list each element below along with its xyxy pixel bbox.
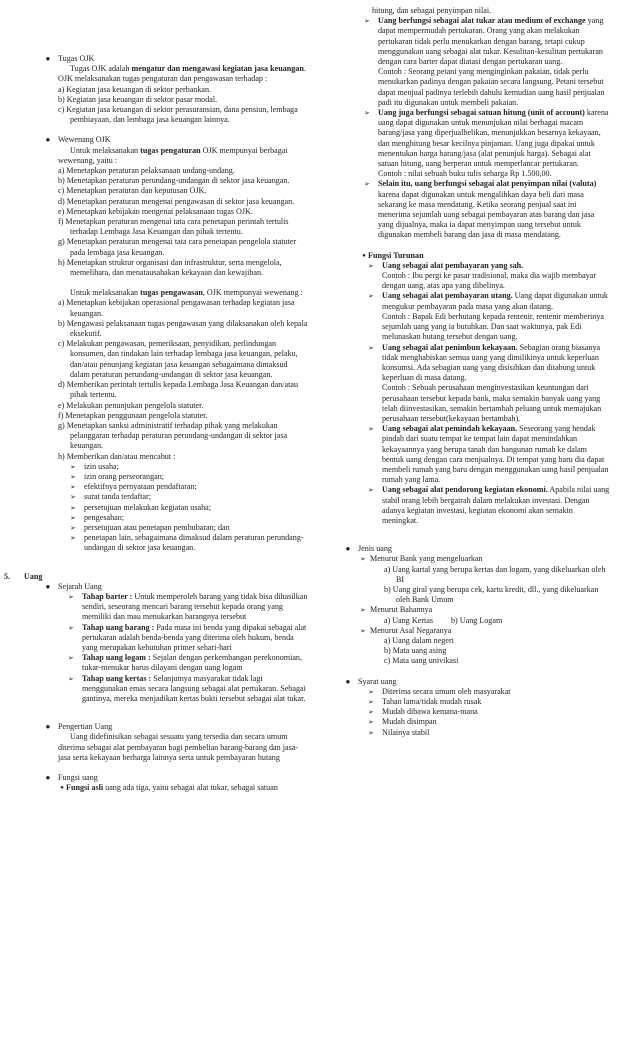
list-item: e) Menetapkan kebijakan mengenai pelaksanaan tugas OJK.	[58, 206, 253, 216]
list-item: ➢ izin orang perseorangan;	[70, 471, 165, 481]
tugas-section	[38, 54, 308, 125]
list-item: ➢ Mudah dibawa kemana-mana	[368, 707, 478, 717]
arrow-bullet-icon: ➢	[70, 493, 76, 502]
arrow-bullet-icon: ➢	[368, 708, 374, 717]
list-item: ➢ Tahap uang logam : Sejalan dengan perkembangan perekonomian, tukar-menukar harus dilayani dengan uang logam	[68, 653, 303, 673]
arrow-bullet-icon: ➢	[70, 534, 76, 543]
list-item: h) Memberikan dan/atau mencabut :	[58, 451, 176, 461]
pengertian-text: Uang didefinisikan sebagai sesuatu yang tersedia dan secara umum diterima sebagai alat pembayaran bagi pembelian barang-barang dan jasa-jasa serta kekayaan berharga lainnya serta untuk pembayaran hutang	[58, 732, 299, 762]
arrow-bullet-icon: ➢	[368, 486, 374, 495]
list-item: g) Menetapkan sanksi administratif terhadap pihak yang melakukan pelanggaran terhadap peraturan perundang-undangan di sektor jasa keuangan.	[58, 420, 288, 451]
pengawasan-list	[58, 298, 308, 553]
list-item: a) Kegiatan jasa keuangan di sektor perbankan.	[58, 84, 212, 94]
fungsi-section	[38, 773, 308, 793]
list-item: b) Mengawasi pelaksanaan tugas pengawasan yang dilaksanakan oleh kepala eksekutif.	[58, 318, 308, 339]
turunan-section	[338, 251, 610, 526]
list-item: ➢ Selain itu, uang berfungsi sebagai alat penyimpan nilai (valuta) karena dapat digunakan untuk mengalihkan daya beli dari masa sekarang ke masa mendatang. Ketika seorang penjual saat ini menerima sejumlah uang sebagai pembayaran atas barang dan jasa yang dijualnya, maka ia dapat menyimpan uang tersebut untuk digunakan membeli barang dan jasa di masa mendatang.	[364, 179, 597, 240]
bullet-dot-icon: ●	[45, 54, 51, 63]
arrow-bullet-icon: ➢	[360, 555, 366, 564]
list-item: ➢ pengesahan;	[70, 512, 125, 522]
bullet-dot-icon: ●	[345, 544, 351, 554]
list-item: b) Mata uang asing	[384, 646, 447, 656]
arrow-bullet-icon: ➢	[368, 261, 374, 270]
arrow-bullet-icon: ➢	[70, 483, 76, 492]
turunan-list	[368, 261, 610, 526]
list-item: ➢ Tahap uang barang : Pada masa ini benda yang dipakai sebagai alat pertukaran adalah benda-benda yang diterima oleh hukum, benda yang merupakan kebutuhan primer sehari-hari	[68, 622, 307, 652]
tugas-heading: Tugas OJK	[58, 54, 95, 63]
list-item: ➢ Diterima secara umum oleh masyarakat	[368, 686, 511, 696]
arrow-bullet-icon: ➢	[68, 654, 74, 663]
list-item: ➢ Menurut Asal Negaranya	[360, 625, 452, 635]
fungsi-asli-list	[338, 16, 610, 240]
fungsi-heading: Fungsi uang	[58, 773, 98, 782]
list-item: ➢ persetujuan melakukan kegiatan usaha;	[70, 502, 211, 512]
syarat-list	[358, 687, 610, 738]
arrow-bullet-icon: ➢	[360, 606, 366, 615]
turunan-heading: Fungsi Turunan	[368, 250, 424, 260]
section-number: 5.	[4, 571, 11, 581]
list-item: ➢ Uang sebagai alat pembayaran utang. Uang dapat digunakan untuk mengukur pembayaran pada masa yang akan datang. Contoh : Bapak Edi berhutang kepada rentenir, rentenir memberinya sejumlah uang yang ia butuhkan. Dan saat waktunya, pak Edi melunaskan hutang tersebut dengan uang.	[368, 291, 608, 342]
list-item: ➢ persetujuan atau penetapan pembubaran; dan	[70, 522, 230, 532]
list-item: ➢ penetapan lain, sebagaimana dimaksud dalam peraturan perundang-undangan di sektor jasa keuangan.	[70, 533, 304, 553]
list-item: e) Melakukan penunjukan pengelola statuter.	[58, 400, 204, 410]
jenis-list	[358, 554, 610, 666]
arrow-bullet-icon: ➢	[70, 462, 76, 471]
list-item: ➢ Tahap barter : Untuk memperoleh barang yang tidak bisa dihasilkan sendiri, seseorang mencari barang tersebut kepada orang yang memiliki dan mau menukarkan barangnya tersebut	[68, 591, 308, 622]
wewenang-intro: Untuk melaksanakan tugas pengaturan OJK mempunyai berbagai wewenang, yaitu :	[58, 145, 288, 165]
list-item: ➢ Tahap uang kertas : Selanjutnya masyarakat tidak lagi menggunakan emas secara langsung sebagai alat pertukaran. Sebagai gantinya, mereka menjadikan kertas bukti tersebut sebagai alat tukar.	[68, 673, 306, 703]
cabut-list	[58, 462, 308, 554]
pengertian-section	[38, 722, 308, 763]
arrow-bullet-icon: ➢	[68, 592, 74, 601]
list-item: b) Kegiatan jasa keuangan di sektor pasar modal.	[58, 94, 218, 104]
list-item: ➢ Uang sebagai alat pendorong kegiatan ekonomi. Apabila nilai uang stabil orang lebih bergairah dalam melakukan investasi. Dengan adanya kegiatan investasi, kegiatan ekonomi akan semakin meningkat.	[368, 485, 610, 525]
arrow-bullet-icon: ➢	[364, 17, 370, 26]
arrow-bullet-icon: ➢	[68, 623, 74, 632]
arrow-bullet-icon: ➢	[70, 523, 76, 532]
arrow-bullet-icon: ➢	[364, 109, 370, 118]
section-title: Uang	[24, 571, 43, 581]
sejarah-heading: Sejarah Uang	[58, 581, 102, 591]
arrow-bullet-icon: ➢	[70, 513, 76, 522]
uang-section	[4, 572, 308, 794]
list-item: ➢ Uang sebagai alat penimbun kekayaan. Sebagian orang biasanya tidak menghabiskan semua uang yang dimilikinya untuk keperluan konsumsi. Ada sebagian uang yang disisihkan dan ditabung untuk keperluan di masa datang. Contoh : Sebuah perusahaan menginvestasikan keuntungan dari perusahaan tersebut kepada bank, maka semakin banyak uang yang telah diinvestasikan, semakin bertambah peluang untuk memajukan perusahaan tersebut(kekayaan bertambah).	[368, 342, 602, 423]
list-item: h) Menetapkan struktur organisasi dan infrastruktur, serta mengelola, memelihara, dan menatausahakan kekayaan dan kewajiban.	[58, 257, 282, 278]
list-item: a) Menetapkan kebijakan operasional pengawasan terhadap kegiatan jasa keuangan.	[58, 298, 295, 318]
list-item: ➢ Uang sebagai alat pembayaran yang sah. Contoh : Ibu pergi ke pasar tradisional, maka dia wajib membayar dengan uang, atas apa yang dibelinya.	[368, 260, 597, 291]
list-item: ➢ surat tanda terdaftar;	[70, 492, 151, 502]
section-heading	[4, 571, 308, 582]
arrow-bullet-icon: ➢	[70, 472, 76, 481]
list-item: ➢ izin usaha;	[70, 461, 119, 471]
right-column	[338, 6, 610, 738]
list-item: a) Uang dalam negeri	[384, 635, 454, 645]
pengaturan-list	[58, 166, 308, 278]
pengawasan-intro: Untuk melaksanakan tugas pengawasan, OJK mempunyai wewenang :	[70, 288, 303, 298]
arrow-bullet-icon: ➢	[360, 626, 366, 635]
list-item: f) Menetapkan peraturan mengenai tata cara penetapan perintah tertulis terhadap Lembaga Jasa Keuangan dan pihak tertentu.	[58, 217, 289, 237]
sejarah-list	[58, 592, 308, 704]
bullet-dot-icon: ●	[45, 135, 51, 145]
left-column	[4, 40, 308, 793]
list-item: ➢ Tahan lama/tidak mudah rusak	[368, 697, 482, 706]
jenis-heading: Jenis uang	[358, 544, 392, 554]
tugas-list	[58, 85, 308, 126]
wewenang-section	[38, 135, 308, 553]
arrow-bullet-icon: ➢	[368, 728, 374, 737]
sejarah-section	[38, 582, 308, 704]
bullet-dot-icon: ●	[45, 722, 51, 732]
bullet-dot-icon: ●	[60, 785, 64, 792]
list-item: ➢ Menurut Bahannya	[360, 605, 433, 615]
arrow-bullet-icon: ➢	[364, 180, 370, 189]
arrow-bullet-icon: ➢	[368, 292, 374, 301]
list-item: d) Menetapkan peraturan mengenai pengawasan di sektor jasa keuangan.	[58, 196, 295, 206]
list-item: ➢ Uang berfungsi sebagai alat tukar atau medium of exchange yang dapat mempermudah pertukaran. Orang yang akan melakukan pertukaran tidak perlu menukarkan dengan barang, tetapi cukup menggunakan uang sebagai alat tukar. Kesulitan-kesulitan pertukaran dengan cara barter dapat diatasi dengan pertukaran uang. Contoh : Seorang petani yang menginginkan pakaian, tidak perlu menukarkan padinya dengan pakaian secara langsung. Petani tersebut dapat menjual padinya terlebih dahulu kemudian uang hasil penjualan padi itu digunakan untuk membeli pakaian.	[364, 16, 605, 107]
arrow-bullet-icon: ➢	[368, 718, 374, 727]
continuation-line: hitung, dan sebagai penyimpan nilai.	[372, 6, 492, 15]
list-item: b) Menetapkan peraturan perundang-undangan di sektor jasa keuangan.	[58, 176, 290, 186]
list-item: c) Kegiatan jasa keuangan di sektor perasuransian, dana pensiun, lembaga pembiayaan, dan lembaga jasa keuangan lainnya.	[58, 105, 298, 125]
syarat-section	[338, 677, 610, 738]
list-item: a) Uang Kertas b) Uang Logam	[384, 615, 503, 625]
fungsi-asli-item: ● Fungsi asli uang ada tiga, yaitu sebagai alat tukar, sebagai satuan	[58, 783, 308, 793]
list-item: ➢ Mudah disimpan	[368, 717, 437, 727]
jenis-section	[338, 544, 610, 666]
list-item: a) Uang kartal yang berupa kertas dan logam, yang dikeluarkan oleh BI	[384, 564, 606, 584]
arrow-bullet-icon: ➢	[368, 698, 374, 706]
arrow-bullet-icon: ➢	[70, 503, 76, 512]
list-item: c) Mata uang univikasi	[384, 656, 459, 666]
arrow-bullet-icon: ➢	[68, 674, 74, 683]
list-item: g) Menetapkan peraturan mengenai tata cara penetapan pengelola statuter pada lembaga jasa keuangan.	[58, 237, 297, 257]
list-item: ➢ efektifnya pernyataan pendaftaran;	[70, 482, 197, 492]
wewenang-heading: Wewenang OJK	[58, 135, 111, 145]
pengertian-heading: Pengertian Uang	[58, 722, 113, 732]
list-item: c) Menetapkan peraturan dan keputusan OJK.	[58, 186, 207, 196]
list-item: ➢ Uang sebagai alat pemindah kekayaan. Seseorang yang hendak pindah dari suatu tempat ke tempat lain dapat memindahkan kekayaannya yang berupa tanah dan bangunan rumah ke dalam bentuk uang dengan cara menjualnya. Di tempat yang baru dia dapat membeli rumah yang baru dengan menggunakan uang hasil penjualan rumah yang lama.	[368, 424, 609, 485]
bullet-dot-icon: ●	[45, 773, 51, 782]
list-item: f) Menetapkan penggunaan pengelola statuter.	[58, 410, 208, 420]
list-item: a) Menetapkan peraturan pelaksanaan undang-undang.	[58, 166, 235, 176]
tugas-intro: Tugas OJK adalah mengatur dan mengawasi kegiatan jasa keuangan. OJK melaksanakan tugas pengaturan dan pengawasan terhadap :	[58, 64, 306, 84]
syarat-heading: Syarat uang	[358, 676, 397, 686]
arrow-bullet-icon: ➢	[368, 687, 374, 696]
bullet-dot-icon: ●	[45, 581, 51, 591]
bullet-dot-icon: ●	[362, 252, 366, 259]
arrow-bullet-icon: ➢	[368, 425, 374, 434]
list-item: ➢ Nilainya stabil	[368, 727, 430, 737]
list-item: d) Memberikan perintah tertulis kepada Lembaga Jasa Keuangan dan/atau pihak tertentu.	[58, 380, 299, 400]
list-item: c) Melakukan pengawasan, pemeriksaan, penyidikan, perlindungan konsumen, dan tindakan lain terhadap lembaga jasa keuangan, pelaku, dan/atau penunjang kegiatan jasa keuangan sebagaimana dimaksud dalam peraturan perundang-undangan di sektor jasa keuangan.	[58, 339, 298, 379]
list-item: b) Uang giral yang berupa cek, kartu kredit, dll., yang dikeluarkan oleh Bank Umum	[384, 584, 599, 605]
list-item: ➢ Uang juga berfungsi sebagai satuan hitung (unit of account) karena uang dapat digunakan untuk menunjukan nilai berbagai macam barang/jasa yang diperjualbelikan, menunjukkan besarnya kekayaan, dan menghitung besar kecilnya pinjaman. Uang juga dipakai untuk menentukan harga barang/jasa (alat penunjuk harga). Sebagai alat satuan hitung, uang berperan untuk memperlancar pertukaran. Contoh : nilai sebuah buku tulis seharga Rp 1.500,00.	[364, 108, 609, 179]
bullet-dot-icon: ●	[345, 676, 351, 686]
list-item: ➢ Menurut Bank yang mengeluarkan	[360, 554, 483, 564]
arrow-bullet-icon: ➢	[368, 343, 374, 352]
